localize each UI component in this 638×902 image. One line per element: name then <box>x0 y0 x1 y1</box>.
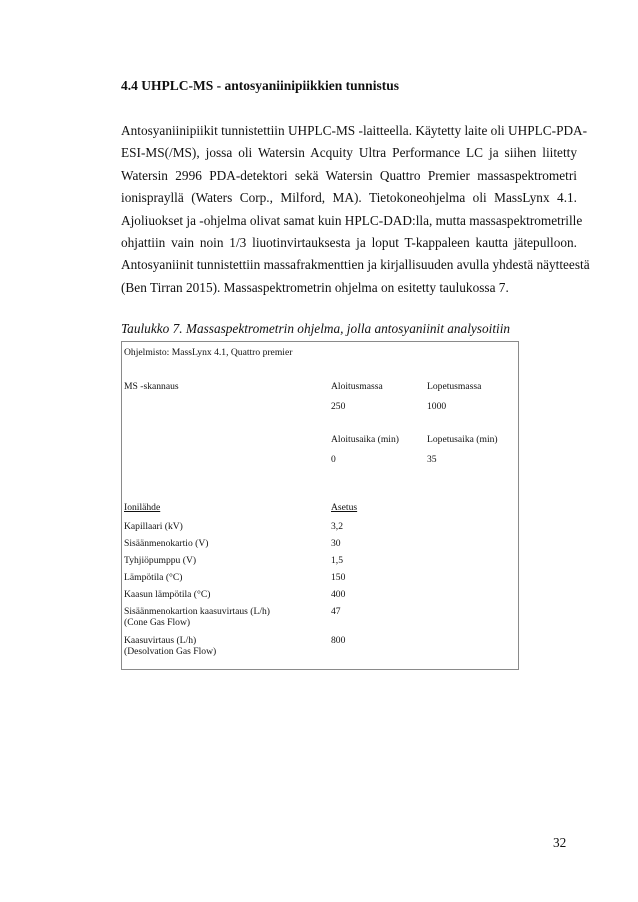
table-row-name: Kaasuvirtaus (L/h) <box>124 635 197 646</box>
table-row-name: Sisäänmenokartio (V) <box>124 538 209 549</box>
paragraph-line: ohjattiin vain noin 1/3 liuotinvirtauksesta ja loput T-kappaleen kautta jätepulloon. <box>121 235 577 251</box>
table-row-subname: (Desolvation Gas Flow) <box>124 646 217 657</box>
software-label: Ohjelmisto: MassLynx 4.1, Quattro premier <box>124 347 293 358</box>
end-mass-label: Lopetusmassa <box>427 381 482 392</box>
table-row-name: Kaasun lämpötila (°C) <box>124 589 211 600</box>
ms-program-table <box>121 341 519 670</box>
end-mass-value: 1000 <box>427 401 447 412</box>
body-paragraph <box>121 120 590 299</box>
scan-label: MS -skannaus <box>124 381 179 392</box>
paragraph-line: (Ben Tirran 2015). Massaspektrometrin ohjelma on esitetty taulukossa 7. <box>121 279 509 295</box>
paragraph-line: Watersin 2996 PDA-detektori sekä Watersin Quattro Premier massaspektrometri <box>121 167 577 183</box>
section-heading: 4.4 UHPLC-MS - antosyaniinipiikkien tunnistus <box>121 78 399 93</box>
table-row-value: 47 <box>331 606 341 617</box>
table-row-value: 3,2 <box>331 521 343 532</box>
table-row-value: 800 <box>331 635 346 646</box>
table-row-value: 1,5 <box>331 555 343 566</box>
table-row-name: Tyhjiöpumppu (V) <box>124 555 197 566</box>
end-time-value: 35 <box>427 454 437 465</box>
start-time-value: 0 <box>331 454 336 465</box>
start-mass-label: Aloitusmassa <box>331 381 383 392</box>
end-time-label: Lopetusaika (min) <box>427 434 498 445</box>
table-row-name: Lämpötila (°C) <box>124 572 183 583</box>
ion-source-header: Ionilähde <box>124 502 161 513</box>
table-row-subname: (Cone Gas Flow) <box>124 617 191 628</box>
table-row-value: 400 <box>331 589 346 600</box>
paragraph-line: Antosyaniinit tunnistettiin massafrakmenttien ja kirjallisuuden avulla yhdestä näytteestä <box>121 257 590 273</box>
paragraph-line: Ajoliuokset ja -ohjelma olivat samat kuin HPLC-DAD:lla, mutta massaspektrometrille <box>121 212 583 228</box>
table-row-name: Sisäänmenokartion kaasuvirtaus (L/h) <box>124 606 271 617</box>
table-row-value: 30 <box>331 538 341 549</box>
table-row-value: 150 <box>331 572 346 583</box>
start-time-label: Aloitusaika (min) <box>331 434 399 445</box>
paragraph-line: ionisprayllä (Waters Corp., Milford, MA). Tietokoneohjelma oli MassLynx 4.1. <box>121 190 577 206</box>
start-mass-value: 250 <box>331 401 346 412</box>
setting-header: Asetus <box>331 502 358 513</box>
paragraph-line: ESI-MS(/MS), jossa oli Watersin Acquity Ultra Performance LC ja siihen liitetty <box>121 145 577 161</box>
table-row-name: Kapillaari (kV) <box>124 521 183 532</box>
paragraph-line: Antosyaniinipiikit tunnistettiin UHPLC-MS -laitteella. Käytetty laite oli UHPLC-PDA- <box>121 123 588 138</box>
table-caption: Taulukko 7. Massaspektrometrin ohjelma, jolla antosyaniinit analysoitiin <box>121 321 511 336</box>
page-number: 32 <box>553 835 567 850</box>
